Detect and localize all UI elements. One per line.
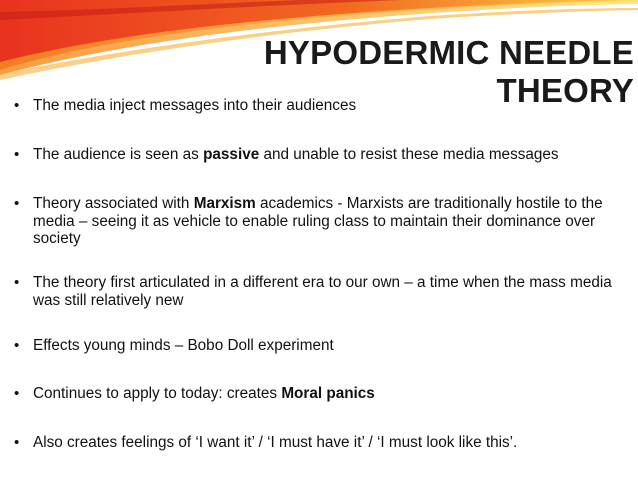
bullet-marker: • (14, 385, 20, 402)
bullet-marker: • (14, 434, 20, 451)
bold-term: Marxism (193, 195, 256, 212)
bullet-marker: • (14, 195, 20, 212)
bullet-text: Also creates feelings of ‘I want it’ / ‘I must have it’ / ‘I must look like this’. (33, 434, 518, 451)
bullet-item (14, 274, 629, 309)
bullet-text: The audience is seen as passive and unable to resist these media messages (33, 146, 559, 163)
bold-term: passive (203, 146, 260, 163)
bullet-item (14, 97, 629, 115)
bullet-item (14, 146, 629, 164)
bullet-marker: • (14, 97, 20, 114)
bullet-marker: • (14, 146, 20, 163)
title-line-1: HYPODERMIC NEEDLE (263, 34, 634, 71)
bullet-text: Effects young minds – Bobo Doll experiment (33, 337, 334, 354)
title-line-2: THEORY (496, 72, 634, 109)
bold-term: Moral panics (281, 385, 375, 402)
bullet-marker: • (14, 337, 20, 354)
bullet-item (14, 434, 629, 452)
bullet-text: The media inject messages into their audiences (33, 97, 357, 114)
bullet-text: The theory first articulated in a different era to our own – a time when the mass media was still relatively new (33, 274, 612, 309)
bullet-text: Continues to apply to today: creates Moral panics (33, 385, 375, 402)
bullet-item (14, 337, 629, 355)
bullet-item (14, 195, 629, 248)
bullet-item (14, 385, 629, 403)
bullet-text: Theory associated with Marxism academics - Marxists are traditionally hostile to the media – seeing it as vehicle to enable ruling class to maintain their dominance over society (33, 195, 603, 247)
bullet-marker: • (14, 274, 20, 291)
